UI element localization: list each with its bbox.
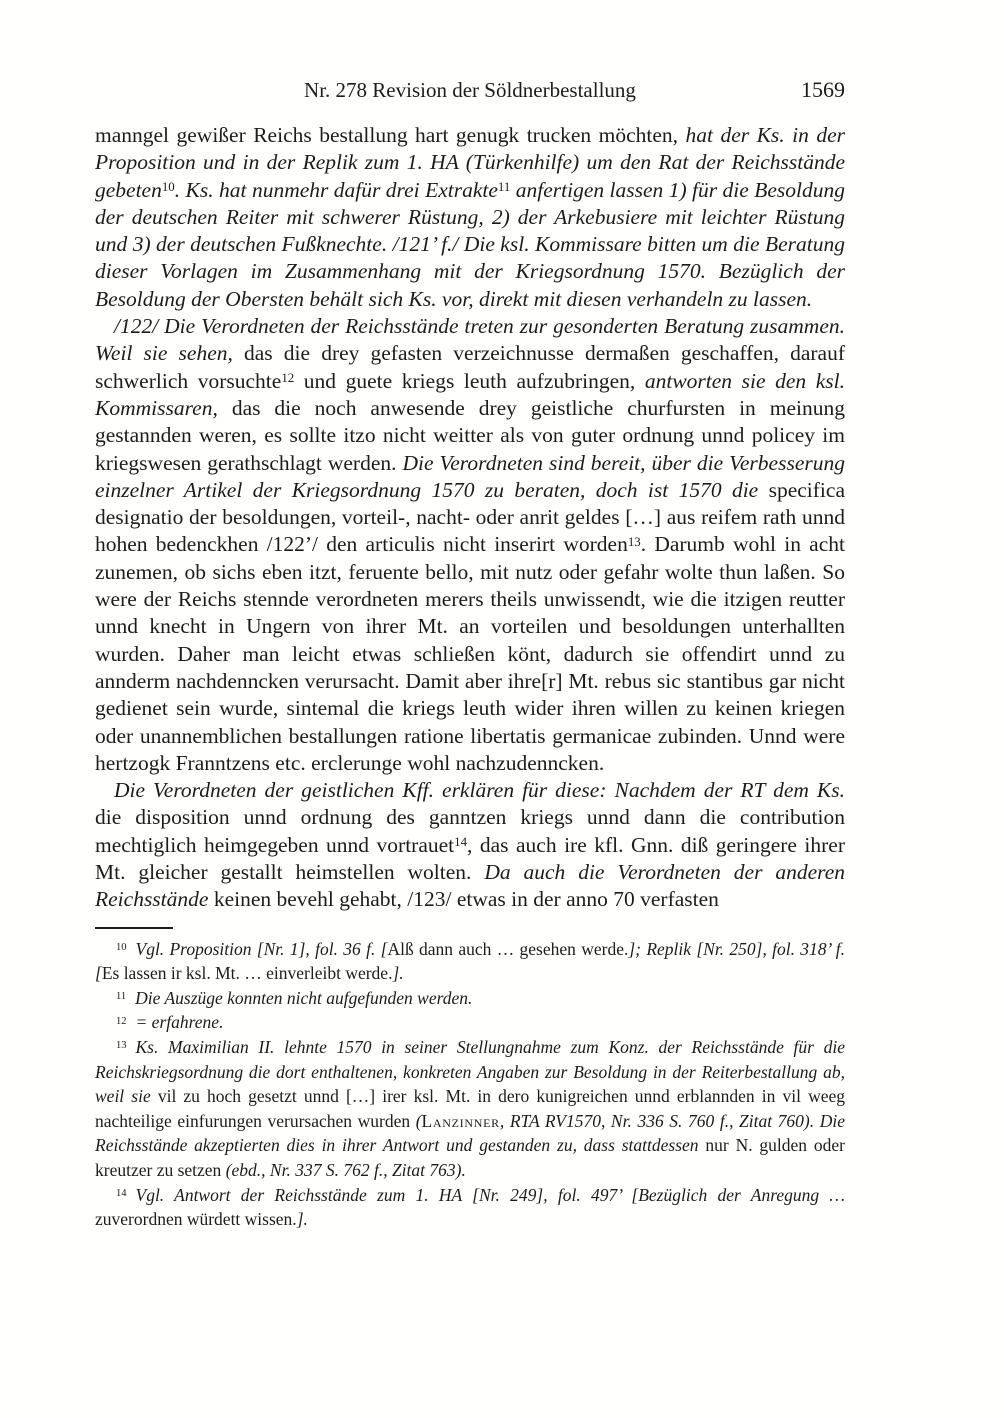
- footnote-number: 14: [116, 1187, 127, 1199]
- footnote-ref: 11: [497, 179, 511, 194]
- text-segment: ].: [392, 963, 404, 984]
- footnote-13: [95, 1035, 845, 1183]
- footnote-11: [95, 986, 845, 1011]
- footnote-text: [136, 1012, 224, 1032]
- footnote-ref: 13: [627, 534, 641, 549]
- text-segment: /122/ Die Verordneten der Reichsstände treten zur gesonderten Beratung zusammen. Weil sie sehen,: [95, 314, 845, 366]
- body-paragraph-1: [95, 122, 845, 313]
- text-segment: , das auch ire kfl. Gnn. diß geringere ihrer Mt. gleicher gestallt heimstellen wolten.: [95, 832, 846, 885]
- text-segment: (ebd., Nr. 337 S. 762 f., Zitat 763).: [225, 1159, 466, 1180]
- footnote-10: [95, 937, 845, 986]
- footnote-number: 10: [116, 941, 127, 953]
- text-segment: vil zu hoch gesetzt unnd […] irer ksl. Mt. in dero kunigreichen unnd erblannden in vil weeg nachteilige einfurungen verursachen wurden: [95, 1086, 845, 1131]
- body-paragraph-2: [95, 313, 845, 777]
- text-segment: das die drey gefasten verzeichnusse dermaßen geschaffen, darauf schwerlich vorsuchte: [95, 341, 845, 393]
- running-head-title: Nr. 278 Revision der Söldnerbestallung: [304, 78, 636, 102]
- text-segment: zuverordnen würdett wissen.: [95, 1209, 297, 1230]
- footnote-14: [95, 1183, 845, 1232]
- main-text: [95, 122, 845, 914]
- text-segment: = erfahrene.: [135, 1012, 224, 1033]
- footnote-number: 13: [116, 1040, 127, 1052]
- footnote-ref: 10: [161, 179, 175, 194]
- text-segment: . Darumb wohl in acht zunemen, ob sichs eben itzt, feruente bello, mit nutz oder gefahr wolte thun laßen. So were der Reichs stennde verordneten merers theils unwissendt, wie die itzigen reutter unnd knecht in Ungern von ihrer Mt. an vorteilen und besoldungen unterhallten wurden. Daher man leicht etwas schließen könt, dadurch sie offendirt unnd zu annderm nachdenncken verursacht. Damit aber ihre[r] Mt. rebus sic stantibus gar nicht gedienet sein wurde, sintemal die kriegs leuth wider ihren willen zu keinen kriegen oder unannemblichen bestallungen ratione libertatis germanicae zubinden. Unnd were hertzogk Franntzens etc. erclerunge wohl nachzudenncken.: [95, 532, 845, 775]
- text-segment: Vgl. Antwort der Reichsstände zum 1. HA [Nr. 249], fol. 497’ [Bezüglich der Anregung …: [135, 1184, 845, 1205]
- text-segment: specifica designatio der besoldungen, vorteil-, nacht- oder anrit geldes […] aus reifem rath unnd hohen bedenckhen /122’/ den articulis nicht inserirt worden: [95, 477, 845, 557]
- text-segment: Da auch die Verordneten der anderen Reichsstände: [95, 860, 845, 912]
- text-segment: . Ks. hat nunmehr dafür drei Extrakte: [174, 177, 498, 202]
- footnote-ref: 12: [281, 370, 295, 385]
- page-number: 1569: [801, 77, 845, 102]
- text-segment: das die noch anwesende drey geistliche churfursten in meinung gestannden weren, es sollte itzo nicht weitter als von guter ordnung unnd policey im kriegswesen gerathschlagt werden.: [95, 395, 845, 475]
- text-segment: manngel gewißer Reichs bestallung hart genugk trucken möchten,: [95, 123, 686, 147]
- text-segment: Lanzinner: [421, 1110, 500, 1131]
- text-segment: , RTA RV1570, Nr. 336 S. 760 f., Zitat 760). Die Reichsstände akzeptierten dies in ihrer Antwort und gestanden zu, dass stattdessen: [95, 1110, 845, 1156]
- text-segment: keinen bevehl gehabt, /123/ etwas in der anno 70 verfasten: [213, 887, 719, 912]
- footnote-text: [95, 939, 845, 984]
- text-segment: ].: [296, 1209, 308, 1230]
- text-segment: Alß dann auch … gesehen werde.: [387, 938, 629, 959]
- footnote-text: [135, 988, 472, 1008]
- footnote-separator-rule: [95, 927, 173, 929]
- text-segment: nur N. gulden oder kreutzer zu setzen: [95, 1135, 845, 1180]
- footnote-text: [95, 1037, 845, 1180]
- text-segment: Vgl. Proposition [Nr. 1], fol. 36 f. [: [135, 938, 388, 959]
- text-segment: Die Verordneten der geistlichen Kff. erklären für diese: Nachdem der RT dem Ks.: [114, 778, 845, 803]
- footnotes-section: [95, 937, 845, 1232]
- text-segment: Die Verordneten sind bereit, über die Verbesserung einzelner Artikel der Kriegsordnung 1570 zu beraten, doch ist 1570 die: [95, 450, 845, 502]
- text-segment: und guete kriegs leuth aufzubringen,: [294, 368, 645, 393]
- footnote-number: 11: [116, 991, 127, 1003]
- text-segment: (: [415, 1110, 422, 1131]
- footnote-number: 12: [116, 1015, 127, 1027]
- text-segment: Ks. Maximilian II. lehnte 1570 in seiner Stellungnahme zum Konz. der Reichsstände für die Reichskriegsordnung die dort enthaltenen, konkreten Angaben zur Besoldung in der Reiterbestallung ab, weil sie: [95, 1036, 845, 1107]
- text-segment: antworten sie den ksl. Kommissaren,: [95, 368, 845, 420]
- text-segment: ]; Replik [Nr. 250], fol. 318’ f. [: [95, 938, 845, 984]
- text-segment: die disposition unnd ordnung des ganntzen kriegs unnd dann die contribution mechtiglich heimgegeben unnd vortrauet: [95, 805, 845, 857]
- footnote-ref: 14: [454, 834, 468, 849]
- running-head: [95, 76, 845, 104]
- text-segment: Es lassen ir ksl. Mt. … einverleibt werde.: [101, 963, 393, 984]
- body-paragraph-3: [95, 777, 845, 913]
- footnote-12: [95, 1010, 845, 1035]
- footnote-text: [95, 1185, 845, 1230]
- text-segment: anfertigen lassen 1) für die Besoldung der deutschen Reiter mit schwerer Rüstung, 2) der Arkebusiere mit leichter Rüstung und 3) der deutschen Fußknechte. /121’ f./ Die ksl. Kommissare bitten um die Beratung dieser Vorlagen im Zusammenhang mit der Kriegsordnung 1570. Bezüglich der Besoldung der Obersten behält sich Ks. vor, direkt mit diesen verhandeln zu lassen.: [95, 177, 846, 311]
- text-segment: hat der Ks. in der Proposition und in der Replik zum 1. HA (Türkenhilfe) um den Rat der Reichsstände gebeten: [95, 123, 845, 202]
- text-segment: Die Auszüge konnten nicht aufgefunden werden.: [135, 987, 473, 1008]
